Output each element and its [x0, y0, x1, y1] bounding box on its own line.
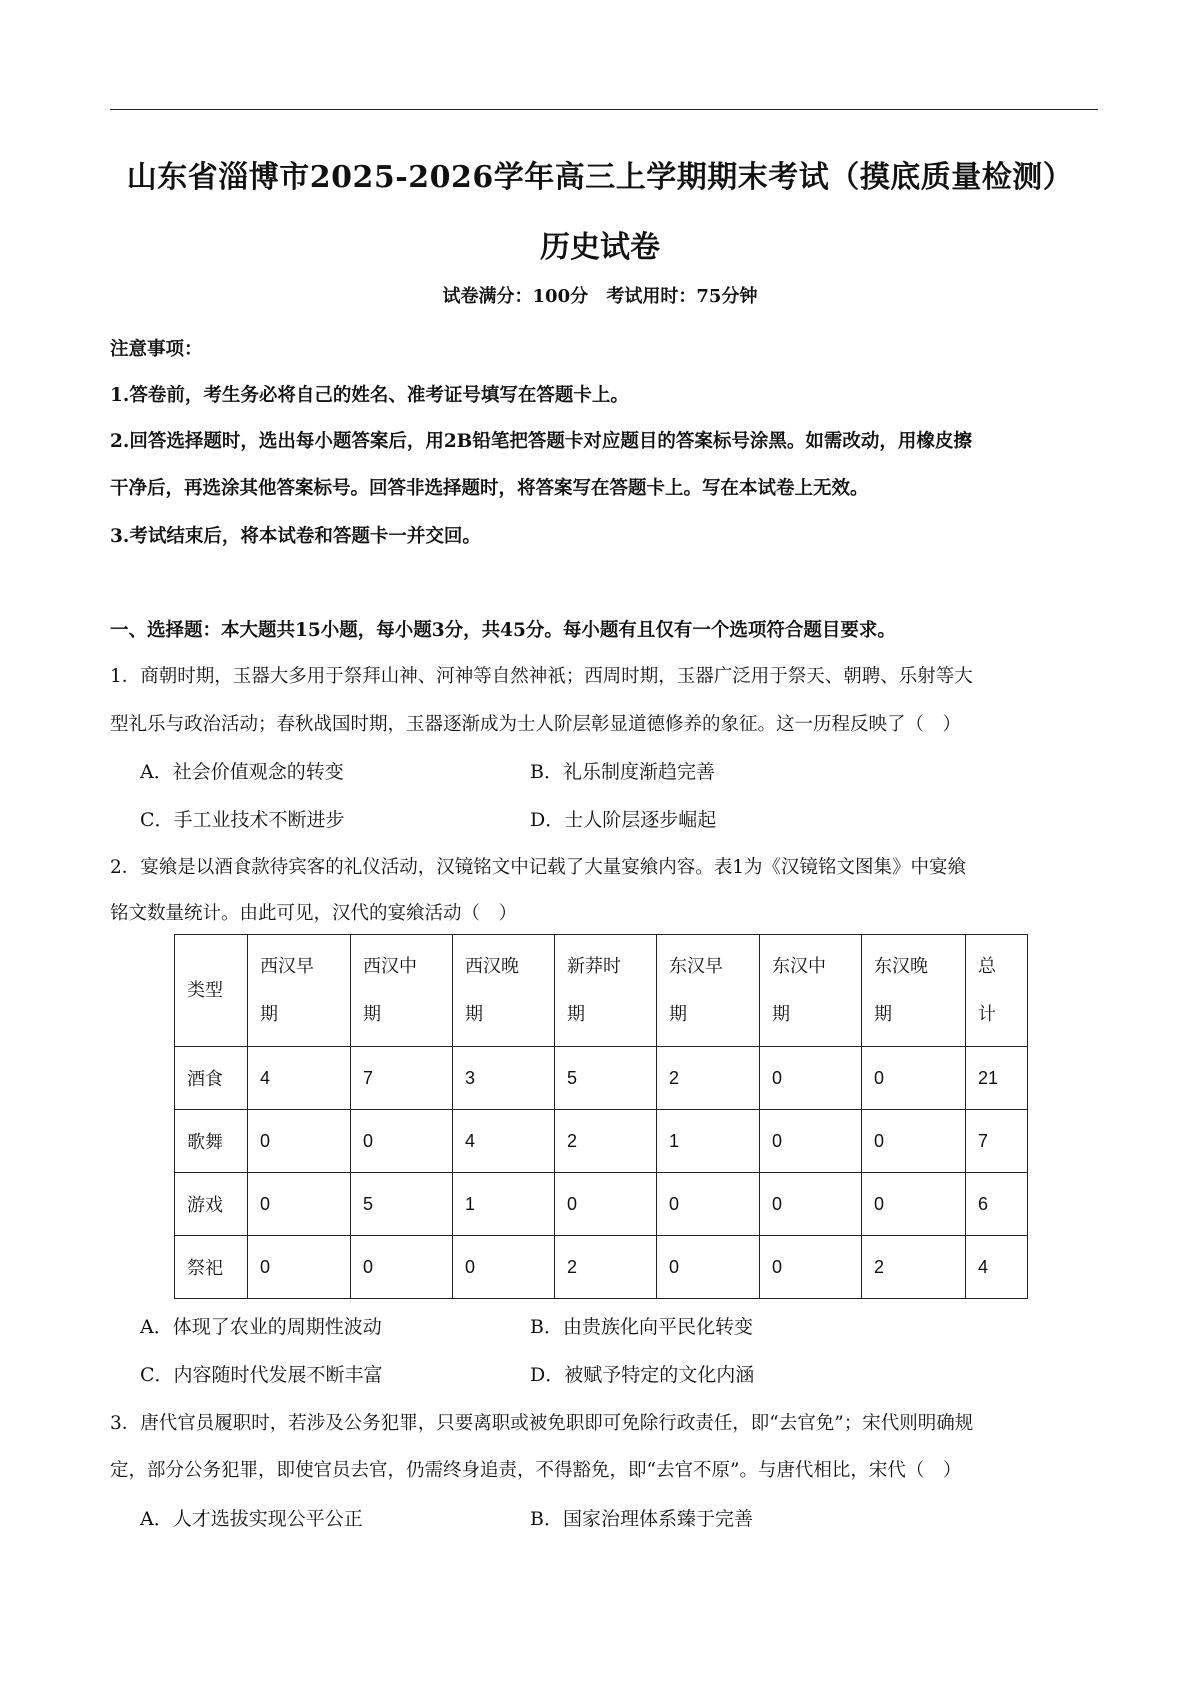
q2-option-a: A．体现了农业的周期性波动 — [140, 1316, 382, 1338]
exam-title: 山东省淄博市2025-2026学年高三上学期期末考试（摸底质量检测） — [126, 160, 1074, 195]
inscription-table — [174, 934, 1028, 1299]
table-cell: 21 — [966, 1047, 1028, 1110]
score-info: 试卷满分：100分 — [442, 286, 589, 307]
note-item: 干净后，再选涂其他答案标号。回答非选择题时，将答案写在答题卡上。写在本试卷上无效。 — [110, 478, 869, 499]
question-3-text: 3．唐代官员履职时，若涉及公务犯罪，只要离职或被免职即可免除行政责任，即“去官免”；宋代则明确规 — [110, 1413, 974, 1434]
question-2-text: 铭文数量统计。由此可见，汉代的宴飨活动（ ） — [110, 903, 518, 924]
table-cell: 5 — [555, 1047, 657, 1110]
table-cell: 0 — [555, 1173, 657, 1236]
table-header-row — [175, 935, 1028, 1047]
table-cell: 7 — [351, 1047, 453, 1110]
table-cell: 0 — [453, 1236, 555, 1299]
row-label: 酒食 — [175, 1047, 248, 1110]
table-cell: 0 — [760, 1236, 862, 1299]
question-1-text: 型礼乐与政治活动；春秋战国时期，玉器逐渐成为士人阶层彰显道德修养的象征。这一历程反映了（ ） — [110, 714, 962, 735]
q1-option-b: B．礼乐制度渐趋完善 — [530, 761, 715, 783]
table-cell: 5 — [351, 1173, 453, 1236]
table-cell: 0 — [862, 1110, 966, 1173]
table-cell: 6 — [966, 1173, 1028, 1236]
table-cell: 0 — [760, 1047, 862, 1110]
q2-option-d: D．被赋予特定的文化内涵 — [530, 1364, 755, 1386]
q3-option-a: A．人才选拔实现公平公正 — [140, 1508, 363, 1530]
table-cell: 0 — [760, 1173, 862, 1236]
time-info: 考试用时：75分钟 — [606, 286, 758, 307]
table-cell: 2 — [555, 1110, 657, 1173]
q1-option-a: A．社会价值观念的转变 — [140, 761, 344, 783]
table-cell: 0 — [862, 1047, 966, 1110]
row-label: 歌舞 — [175, 1110, 248, 1173]
header-cell: 西汉晚 期 — [453, 935, 555, 1047]
table-cell: 0 — [862, 1173, 966, 1236]
q1-option-d: D．士人阶层逐步崛起 — [530, 809, 717, 831]
table-row — [175, 1236, 1028, 1299]
exam-info — [0, 282, 1200, 308]
top-rule — [110, 109, 1098, 110]
table-cell: 2 — [862, 1236, 966, 1299]
note-item: 2.回答选择题时，选出每小题答案后，用2B铅笔把答题卡对应题目的答案标号涂黑。如需改动，用橡皮擦 — [110, 431, 972, 452]
q2-option-c: C．内容随时代发展不断丰富 — [140, 1364, 383, 1386]
section-heading: 一、选择题：本大题共15小题，每小题3分，共45分。每小题有且仅有一个选项符合题目要求。 — [110, 620, 896, 641]
q2-option-b: B．由贵族化向平民化转变 — [530, 1316, 753, 1338]
row-label: 祭祀 — [175, 1236, 248, 1299]
table-cell: 0 — [248, 1173, 351, 1236]
table-row — [175, 1110, 1028, 1173]
table-cell: 0 — [657, 1173, 760, 1236]
table-cell: 1 — [453, 1173, 555, 1236]
row-label: 游戏 — [175, 1173, 248, 1236]
note-item: 3.考试结束后，将本试卷和答题卡一并交回。 — [110, 526, 481, 547]
table-row — [175, 1173, 1028, 1236]
header-cell: 东汉中 期 — [760, 935, 862, 1047]
table-cell: 0 — [248, 1110, 351, 1173]
header-cell: 类型 — [175, 935, 248, 1047]
table-cell: 4 — [453, 1110, 555, 1173]
table-row — [175, 1047, 1028, 1110]
notes-heading: 注意事项： — [110, 339, 203, 360]
question-2-text: 2．宴飨是以酒食款待宾客的礼仪活动，汉镜铭文中记载了大量宴飨内容。表1为《汉镜铭文图集》中宴飨 — [110, 857, 967, 878]
table-cell: 2 — [657, 1047, 760, 1110]
table-cell: 0 — [760, 1110, 862, 1173]
note-item: 1.答卷前，考生务必将自己的姓名、准考证号填写在答题卡上。 — [110, 385, 629, 406]
header-cell: 西汉早 期 — [248, 935, 351, 1047]
table-cell: 3 — [453, 1047, 555, 1110]
table-cell: 0 — [351, 1236, 453, 1299]
q1-option-c: C．手工业技术不断进步 — [140, 809, 345, 831]
table-cell: 0 — [248, 1236, 351, 1299]
header-cell: 新莽时 期 — [555, 935, 657, 1047]
header-cell: 东汉早 期 — [657, 935, 760, 1047]
header-cell: 东汉晚 期 — [862, 935, 966, 1047]
question-3-text: 定，部分公务犯罪，即使官员去官，仍需终身追责，不得豁免，即“去官不原”。与唐代相比，宋代（ ） — [110, 1460, 962, 1481]
subject-title: 历史试卷 — [540, 230, 660, 265]
table-cell: 0 — [351, 1110, 453, 1173]
table-cell: 7 — [966, 1110, 1028, 1173]
table-cell: 0 — [657, 1236, 760, 1299]
question-1-text: 1．商朝时期，玉器大多用于祭拜山神、河神等自然神祇；西周时期，玉器广泛用于祭天、朝聘、乐射等大 — [110, 666, 973, 687]
header-cell: 西汉中 期 — [351, 935, 453, 1047]
q3-option-b: B．国家治理体系臻于完善 — [530, 1508, 753, 1530]
header-cell: 总 计 — [966, 935, 1028, 1047]
table-cell: 2 — [555, 1236, 657, 1299]
table-cell: 1 — [657, 1110, 760, 1173]
table-cell: 4 — [248, 1047, 351, 1110]
table-cell: 4 — [966, 1236, 1028, 1299]
